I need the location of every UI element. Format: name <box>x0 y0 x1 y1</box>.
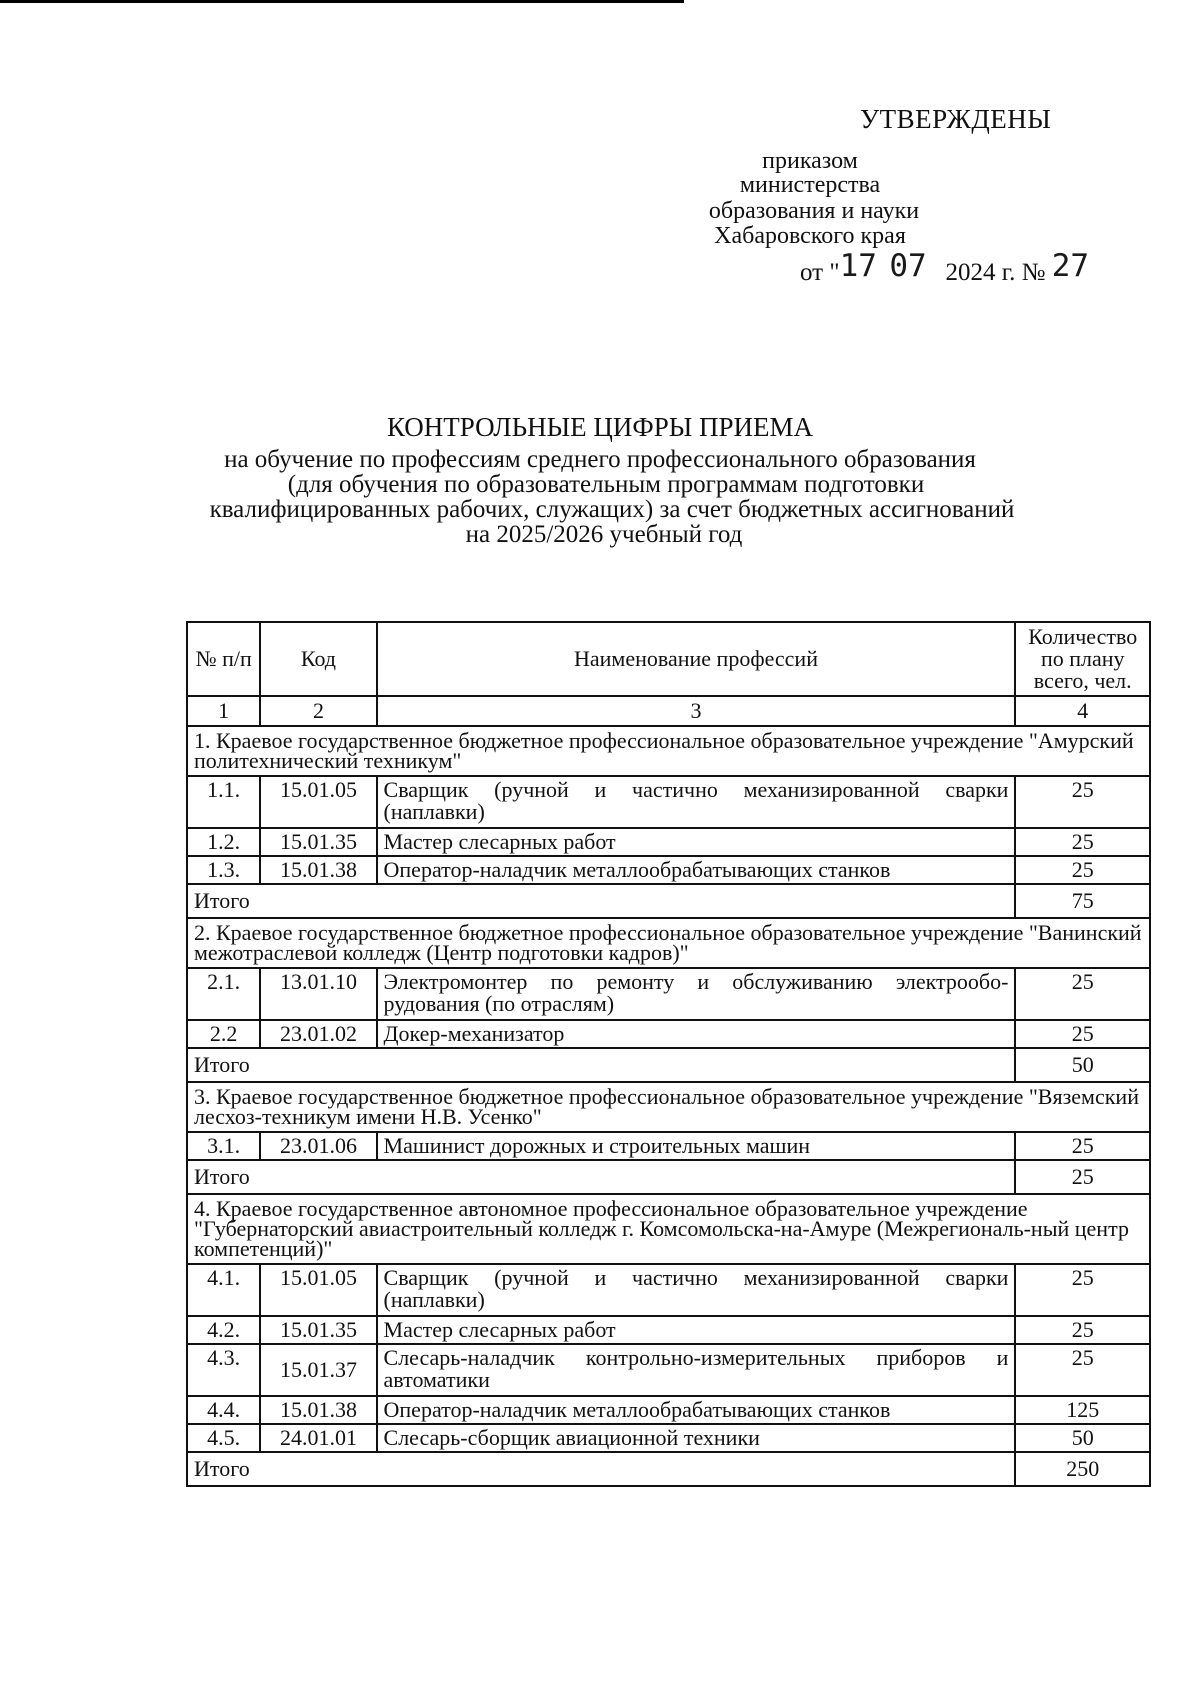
total-label: Итого <box>187 884 1015 918</box>
org-name: 4. Краевое государственное автономное профессиональное образовательное учреждение "Губернаторский авиастроительный колледж г. Комсомольска-на-Амуре (Межрегиональ-ный центр компетенций)" <box>187 1194 1150 1264</box>
table-row <box>187 1264 1150 1316</box>
row-code: 15.01.35 <box>260 828 376 856</box>
header-code: Код <box>260 622 376 696</box>
row-code: 13.01.10 <box>260 968 376 1020</box>
approval-line: образования и науки <box>708 198 920 224</box>
row-num: 2.2 <box>187 1020 260 1048</box>
row-code: 15.01.37 <box>260 1344 376 1396</box>
table-row <box>187 1424 1150 1452</box>
table-row <box>187 1132 1150 1160</box>
subtitle-line: на обучение по профессиям среднего профессионального образования <box>224 446 976 473</box>
table-row <box>187 1344 1150 1396</box>
scan-edge-line <box>0 0 1200 3</box>
document-subtitle <box>0 447 1200 547</box>
row-qty: 25 <box>1015 776 1150 828</box>
total-row <box>187 1160 1150 1194</box>
table-header-row <box>187 622 1150 696</box>
row-num: 2.1. <box>187 968 260 1020</box>
row-name: Сварщик (ручной и частично механизированной сварки (наплавки) <box>377 1264 1016 1316</box>
row-num: 4.1. <box>187 1264 260 1316</box>
row-code: 23.01.02 <box>260 1020 376 1048</box>
row-qty: 25 <box>1015 828 1150 856</box>
row-code: 15.01.05 <box>260 1264 376 1316</box>
row-code: 15.01.38 <box>260 1396 376 1424</box>
row-code: 23.01.06 <box>260 1132 376 1160</box>
header-qty: Количество по плану всего, чел. <box>1015 622 1150 696</box>
column-index-row <box>187 696 1150 726</box>
table-row <box>187 1396 1150 1424</box>
row-name: Мастер слесарных работ <box>377 1316 1016 1344</box>
total-value: 50 <box>1015 1048 1150 1082</box>
total-label: Итого <box>187 1452 1015 1486</box>
subtitle-line: (для обучения по образовательным программам подготовки <box>287 471 925 498</box>
header-num: № п/п <box>187 622 260 696</box>
table-row <box>187 856 1150 884</box>
row-num: 4.5. <box>187 1424 260 1452</box>
org-row <box>187 1194 1150 1264</box>
document-title: КОНТРОЛЬНЫЕ ЦИФРЫ ПРИЕМА <box>386 412 814 442</box>
row-num: 4.2. <box>187 1316 260 1344</box>
subtitle-line: на 2025/2026 учебный год <box>465 521 743 548</box>
order-day: 17 <box>839 248 877 284</box>
order-month: 07 <box>889 248 927 284</box>
row-name: Оператор-наладчик металлообрабатывающих станков <box>377 856 1016 884</box>
org-name: 3. Краевое государственное бюджетное профессиональное образовательное учреждение "Вяземский лесхоз-техникум имени Н.В. Усенко" <box>187 1082 1150 1132</box>
row-code: 24.01.01 <box>260 1424 376 1452</box>
row-name: Докер-механизатор <box>377 1020 1016 1048</box>
admission-table <box>186 621 1151 1487</box>
org-row <box>187 1082 1150 1132</box>
column-index: 4 <box>1015 696 1150 726</box>
row-name: Машинист дорожных и строительных машин <box>377 1132 1016 1160</box>
row-code: 15.01.05 <box>260 776 376 828</box>
row-qty: 50 <box>1015 1424 1150 1452</box>
row-name: Мастер слесарных работ <box>377 828 1016 856</box>
row-name: Слесарь-наладчик контрольно-измерительных приборов и автоматики <box>377 1344 1016 1396</box>
order-number: 27 <box>1051 248 1090 284</box>
row-qty: 25 <box>1015 1020 1150 1048</box>
total-row <box>187 1048 1150 1082</box>
table-row <box>187 1020 1150 1048</box>
column-index: 2 <box>260 696 376 726</box>
table-row <box>187 828 1150 856</box>
subtitle-line: квалифицированных рабочих, служащих) за счет бюджетных ассигнований <box>209 496 1015 523</box>
row-qty: 25 <box>1015 968 1150 1020</box>
row-num: 1.3. <box>187 856 260 884</box>
table-row <box>187 776 1150 828</box>
org-name: 2. Краевое государственное бюджетное профессиональное образовательное учреждение "Ванинский межотраслевой колледж (Центр подготовки кадров)" <box>187 918 1150 968</box>
row-qty: 125 <box>1015 1396 1150 1424</box>
table-row <box>187 968 1150 1020</box>
total-value: 25 <box>1015 1160 1150 1194</box>
order-line <box>800 248 1090 288</box>
approval-heading: УТВЕРЖДЕНЫ <box>860 104 1052 134</box>
row-qty: 25 <box>1015 1316 1150 1344</box>
table-row <box>187 1316 1150 1344</box>
order-year: 2024 г. № <box>945 259 1046 286</box>
approval-line: министерства <box>739 172 881 198</box>
org-row <box>187 726 1150 776</box>
column-index: 3 <box>377 696 1016 726</box>
row-qty: 25 <box>1015 1132 1150 1160</box>
row-qty: 25 <box>1015 1344 1150 1396</box>
row-num: 4.4. <box>187 1396 260 1424</box>
org-row <box>187 918 1150 968</box>
row-num: 3.1. <box>187 1132 260 1160</box>
org-name: 1. Краевое государственное бюджетное профессиональное образовательное учреждение "Амурский политехнический техникум" <box>187 726 1150 776</box>
row-name: Сварщик (ручной и частично механизированной сварки (наплавки) <box>377 776 1016 828</box>
row-qty: 25 <box>1015 856 1150 884</box>
row-name: Электромонтер по ремонту и обслуживанию электрообо-рудования (по отраслям) <box>377 968 1016 1020</box>
total-label: Итого <box>187 1048 1015 1082</box>
row-num: 1.1. <box>187 776 260 828</box>
total-label: Итого <box>187 1160 1015 1194</box>
order-prefix: от " <box>800 259 840 286</box>
column-index: 1 <box>187 696 260 726</box>
row-name: Слесарь-сборщик авиационной техники <box>377 1424 1016 1452</box>
approval-line: Хабаровского края <box>714 223 906 249</box>
approval-line: приказом <box>762 148 858 174</box>
row-code: 15.01.38 <box>260 856 376 884</box>
row-num: 4.3. <box>187 1344 260 1396</box>
total-value: 75 <box>1015 884 1150 918</box>
row-code: 15.01.35 <box>260 1316 376 1344</box>
row-name: Оператор-наладчик металлообрабатывающих станков <box>377 1396 1016 1424</box>
row-qty: 25 <box>1015 1264 1150 1316</box>
total-value: 250 <box>1015 1452 1150 1486</box>
header-name: Наименование профессий <box>377 622 1016 696</box>
total-row <box>187 884 1150 918</box>
row-num: 1.2. <box>187 828 260 856</box>
total-row <box>187 1452 1150 1486</box>
